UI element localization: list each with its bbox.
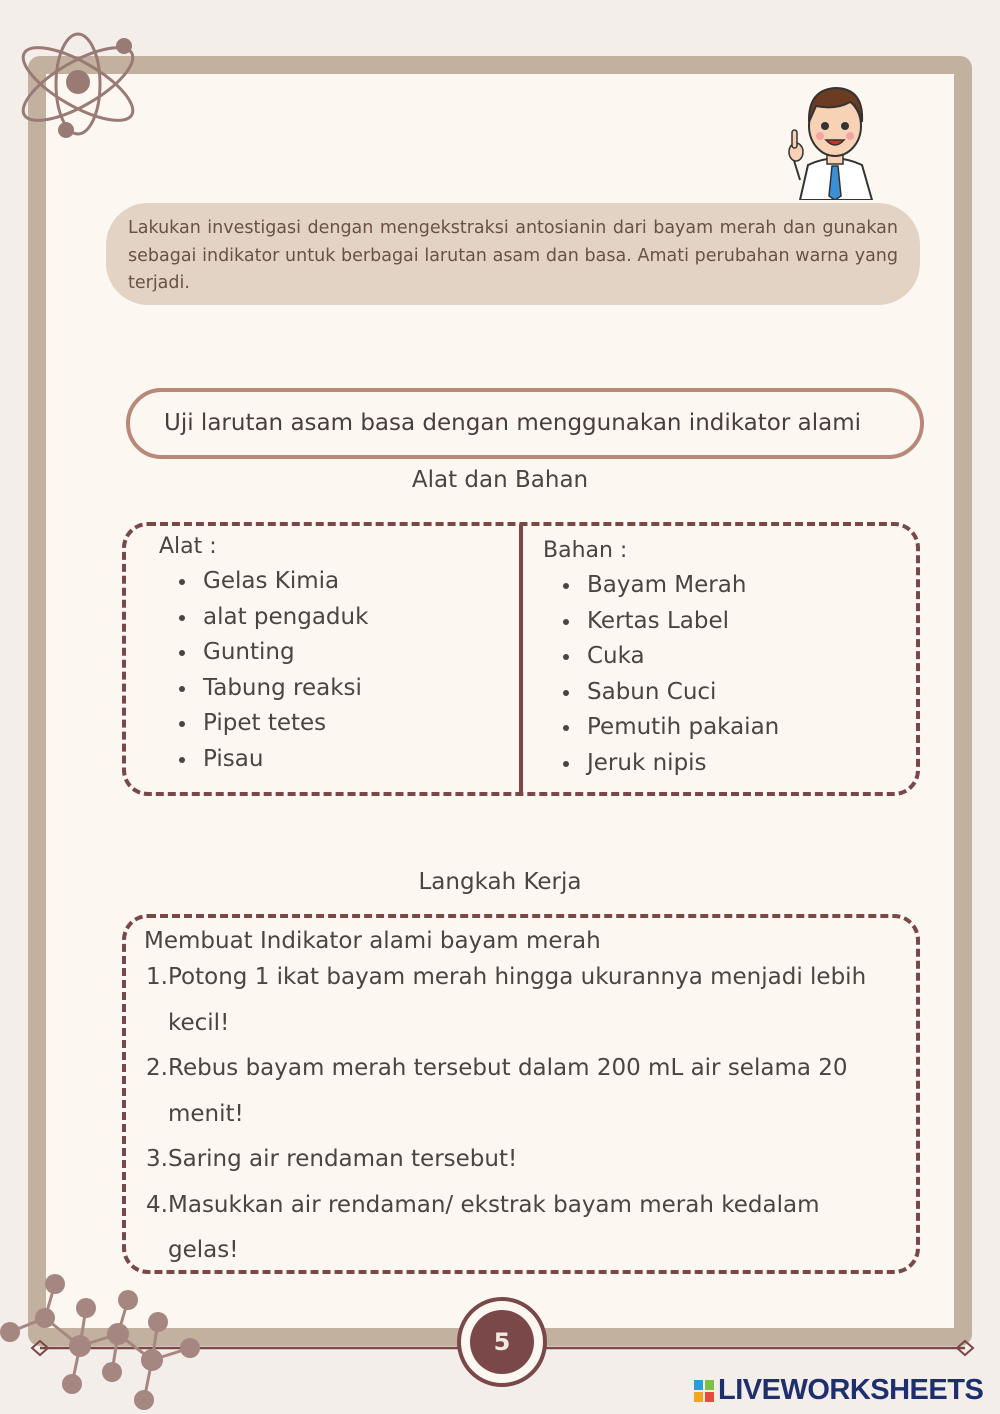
ingredients-list bbox=[563, 568, 779, 781]
page-number: 5 bbox=[470, 1310, 534, 1374]
atom-icon bbox=[10, 28, 150, 148]
list-item: Pisau bbox=[179, 742, 368, 778]
list-item: Bayam Merah bbox=[563, 568, 779, 604]
teacher-illustration bbox=[780, 70, 890, 200]
list-item: Gelas Kimia bbox=[179, 564, 368, 600]
procedure-subtitle: Membuat Indikator alami bayam merah bbox=[144, 928, 601, 954]
step-number: 1. bbox=[146, 964, 168, 990]
step-text: Saring air rendaman tersebut! bbox=[168, 1146, 518, 1172]
step-number: 3. bbox=[146, 1146, 168, 1172]
step-text: Masukkan air rendaman/ ekstrak bayam merah kedalam gelas! bbox=[168, 1191, 820, 1263]
step-item bbox=[146, 1046, 886, 1137]
list-item: Pemutih pakaian bbox=[563, 710, 779, 746]
liveworksheets-icon bbox=[694, 1380, 714, 1402]
procedure-heading: Langkah Kerja bbox=[418, 869, 582, 895]
list-item: Gunting bbox=[179, 635, 368, 671]
list-item: Sabun Cuci bbox=[563, 675, 779, 711]
step-item bbox=[146, 955, 886, 1046]
intro-instruction: Lakukan investigasi dengan mengekstraksi antosianin dari bayam merah dan gunakan sebagai indikator untuk berbagai larutan asam dan basa. Amati perubahan warna yang terjadi. bbox=[106, 203, 920, 305]
step-item bbox=[146, 1137, 886, 1183]
list-item: Pipet tetes bbox=[179, 706, 368, 742]
step-text: Potong 1 ikat bayam merah hingga ukurannya menjadi lebih kecil! bbox=[168, 964, 867, 1036]
step-text: Rebus bayam merah tersebut dalam 200 mL air selama 20 menit! bbox=[168, 1055, 848, 1127]
list-item: Cuka bbox=[563, 639, 779, 675]
tools-list bbox=[179, 564, 368, 777]
step-item bbox=[146, 1183, 886, 1274]
molecule-decoration-icon bbox=[0, 1262, 220, 1414]
list-item: alat pengaduk bbox=[179, 600, 368, 636]
tools-label: Alat : bbox=[159, 534, 217, 559]
step-number: 4. bbox=[146, 1191, 168, 1218]
ingredients-label: Bahan : bbox=[543, 538, 628, 563]
list-item: Kertas Label bbox=[563, 604, 779, 640]
list-item: Jeruk nipis bbox=[563, 746, 779, 782]
step-number: 2. bbox=[146, 1055, 168, 1081]
brand-name: LIVEWORKSHEETS bbox=[718, 1374, 984, 1406]
liveworksheets-logo[interactable] bbox=[694, 1372, 983, 1408]
activity-title: Uji larutan asam basa dengan menggunakan indikator alami bbox=[126, 388, 924, 459]
materials-divider bbox=[519, 524, 523, 796]
procedure-steps bbox=[146, 955, 886, 1274]
materials-heading: Alat dan Bahan bbox=[411, 467, 589, 493]
list-item: Tabung reaksi bbox=[179, 671, 368, 707]
